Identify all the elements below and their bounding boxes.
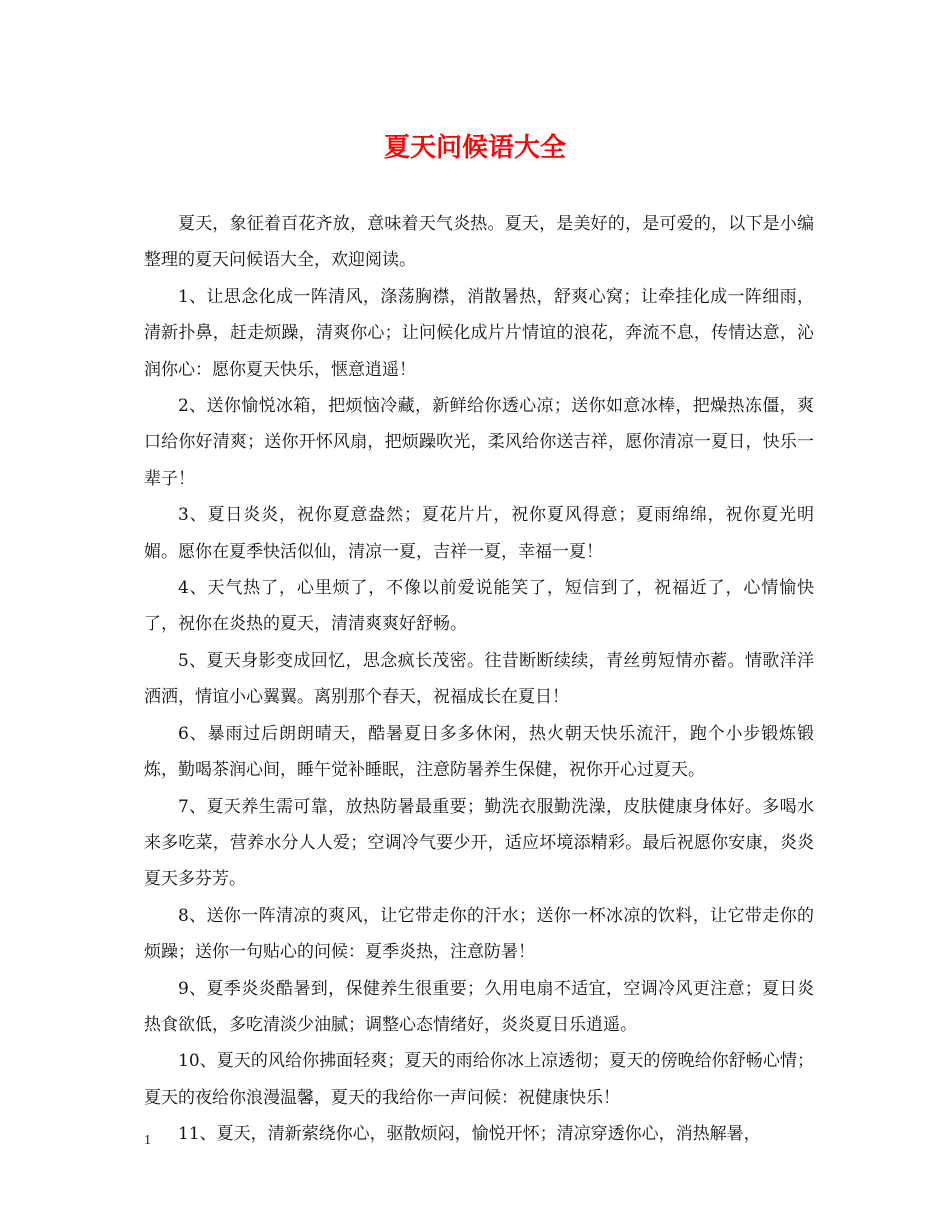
paragraph-item-5: 5、夏天身影变成回忆，思念疯长茂密。往昔断断续续，青丝剪短情亦蓄。情歌洋洋洒洒，情谊小心翼翼。离别那个春天，祝福成长在夏日！ (144, 650, 814, 708)
paragraph-item-2: 2、送你愉悦冰箱，把烦恼冷藏，新鲜给你透心凉；送你如意冰棒，把燥热冻僵，爽口给你好清爽；送你开怀风扇，把烦躁吹光，柔风给你送吉祥，愿你清凉一夏日，快乐一辈子！ (144, 396, 814, 489)
paragraph-item-9: 9、夏季炎炎酷暑到，保健养生很重要；久用电扇不适宜，空调冷风更注意；夏日炎热食欲低，多吃清淡少油腻；调整心态情绪好，炎炎夏日乐逍遥。 (144, 978, 814, 1035)
intro-paragraph: 夏天，象征着百花齐放，意味着天气炎热。夏天，是美好的，是可爱的，以下是小编整理的夏天问候语大全，欢迎阅读。 (144, 214, 814, 271)
page-title: 夏天问候语大全 (383, 133, 566, 163)
paragraph-item-7: 7、夏天养生需可靠，放热防暑最重要；勤洗衣服勤洗澡，皮肤健康身体好。多喝水来多吃菜，营养水分人人爱；空调冷气要少开，适应坏境添精彩。最后祝愿你安康，炎炎夏天多芬芳。 (144, 796, 814, 890)
page-number: 1 (144, 1133, 151, 1148)
paragraph-item-6: 6、暴雨过后朗朗晴天，酷暑夏日多多休闲，热火朝天快乐流汗，跑个小步锻炼锻炼，勤喝茶润心间，睡午觉补睡眠，注意防暑养生保健，祝你开心过夏天。 (144, 723, 814, 781)
paragraph-item-10: 10、夏天的风给你拂面轻爽；夏天的雨给你冰上凉透彻；夏天的傍晚给你舒畅心情；夏天的夜给你浪漫温馨，夏天的我给你一声问候：祝健康快乐！ (144, 1051, 814, 1108)
paragraph-item-8: 8、送你一阵清凉的爽风，让它带走你的汗水；送你一杯冰凉的饮料，让它带走你的烦躁；送你一句贴心的问候：夏季炎热，注意防暑！ (144, 905, 814, 963)
document-body (144, 206, 814, 1153)
paragraph-item-3: 3、夏日炎炎，祝你夏意盎然；夏花片片，祝你夏风得意；夏雨绵绵，祝你夏光明媚。愿你在夏季快活似仙，清凉一夏，吉祥一夏，幸福一夏！ (144, 505, 814, 562)
paragraph-item-11: 11、夏天，清新萦绕你心，驱散烦闷，愉悦开怀；清凉穿透你心，消热解暑， (178, 1124, 761, 1145)
paragraph-item-4: 4、天气热了，心里烦了，不像以前爱说能笑了，短信到了，祝福近了，心情愉快了，祝你在炎热的夏天，清清爽爽好舒畅。 (144, 578, 814, 635)
paragraph-item-1: 1、让思念化成一阵清风，涤荡胸襟，消散暑热，舒爽心窝；让牵挂化成一阵细雨，清新扑鼻，赶走烦躁，清爽你心；让问候化成片片情谊的浪花，奔流不息，传情达意，沁润你心：愿你夏天快乐，惬意逍遥！ (144, 286, 814, 380)
